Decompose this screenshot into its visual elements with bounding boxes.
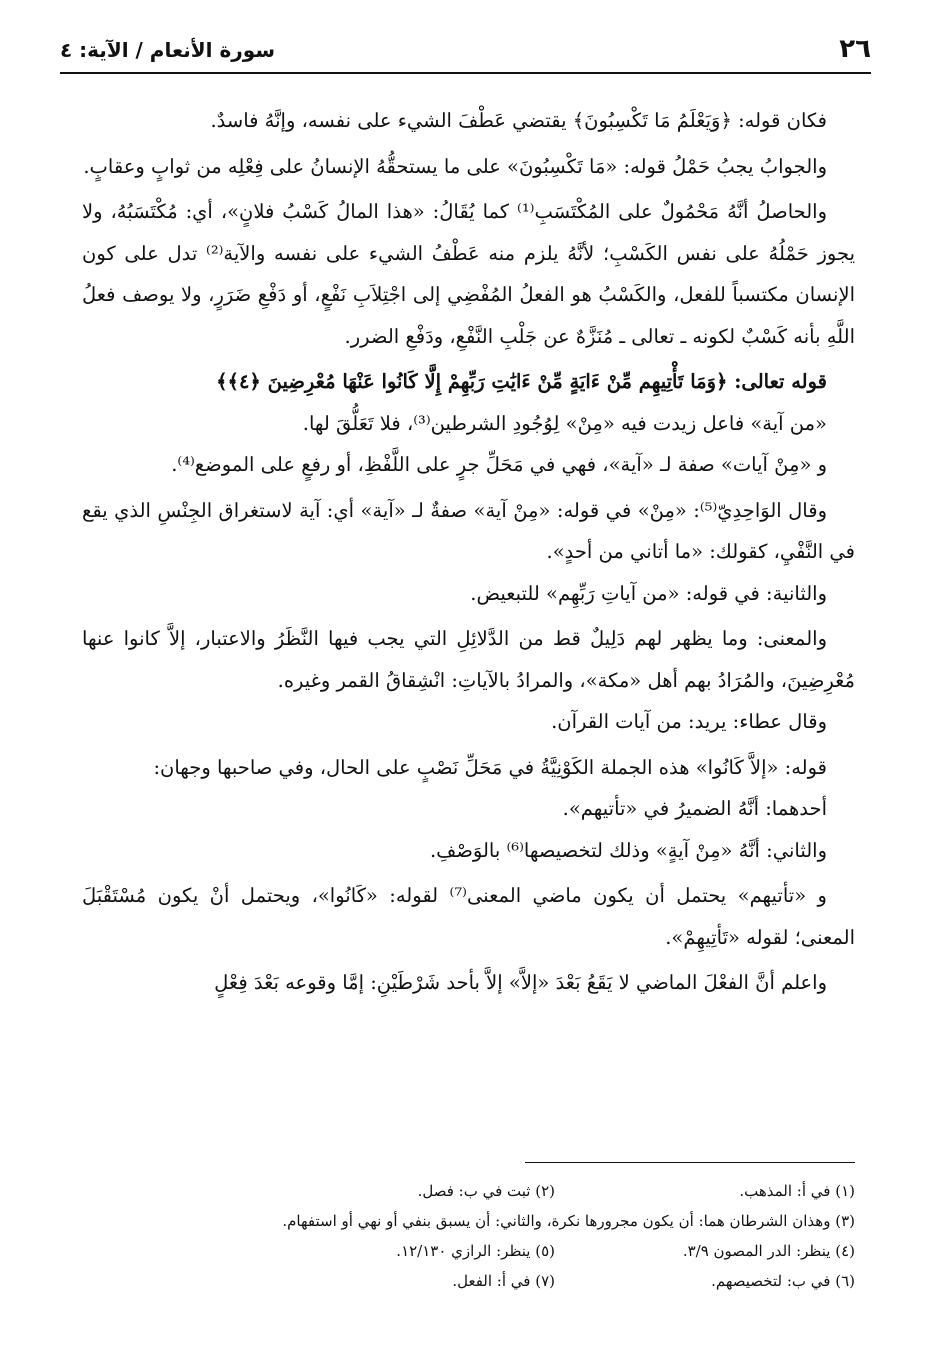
footnote-row (60, 1236, 855, 1266)
paragraph: قوله: «إلاَّ كَانُوا» هذه الجملة الكَوْنِيَّةُ في مَحَلِّ نَصْبٍ على الحال، وفي صاحبها وجهان: (153, 755, 827, 779)
paragraph: فكان قوله: ﴿وَيَعْلَمُ مَا تَكْسِبُونَ﴾ يقتضي عَطْفَ الشيء على نفسه، وإنَّهُ فاسدٌ. (210, 109, 827, 132)
footnote-2: (٢) ثبت في ب: فصل. (417, 1182, 555, 1200)
running-title: سورة الأنعام / الآية: ٤ (60, 38, 276, 62)
footnotes (60, 1176, 855, 1296)
page-header (60, 32, 871, 74)
paragraph: و «تأتيهم» يحتمل أن يكون ماضي المعنى⁽⁷⁾ لقوله: «كَانُوا»، ويحتمل أنْ يكون مُسْتَقْبَلَ المعنى؛ لقوله «تَأتِيهِمْ». (82, 884, 855, 949)
paragraph: والمعنى: وما يظهر لهم دَلِيلٌ قط من الدَّلائِلِ التي يجب فيها النَّظَرُ والاعتبار، إلاَّ كانوا عنها مُعْرِضِينَ، والمُرَادُ بهم أهل «مكة»، والمرادُ بالآياتِ: انْشِقاقُ القمر وغيره. (82, 627, 855, 692)
paragraph: أحدهما: أنَّهُ الضميرُ في «تأتيهم». (562, 797, 827, 820)
paragraph: وقال عطاء: يريد: من آيات القرآن. (551, 710, 827, 733)
quran-verse-heading: قوله تعالى: ﴿وَمَا تَأْتِيهِم مِّنْ ءَايَةٍ مِّنْ ءَايَٰتِ رَبِّهِمْ إِلَّا كَانُوا عَنْهَا مُعْرِضِينَ ﴿٤﴾﴾ (216, 370, 827, 393)
paragraph: والثاني: أنَّهُ «مِنْ آيةٍ» وذلك لتخصيصها⁽⁶⁾ بالوَصْفِ. (429, 838, 827, 862)
paragraph: والجوابُ يجبُ حَمْلُ قوله: «مَا تَكْسِبُونَ» على ما يستحقُّهُ الإنسانُ على فِعْلِه من ثوابٍ وعقابٍ. (83, 154, 827, 178)
footnote-5: (٥) ينظر: الرازي ١٢/١٣٠. (396, 1242, 555, 1260)
paragraph: والحاصلُ أنَّهُ مَحْمُولٌ على المُكْتَسَبِ⁽¹⁾ كما يُقَالُ: «هذا المالُ كَسْبُ فلانٍ»، أي: مُكْتَسَبُهُ، ولا يجوز حَمْلُهُ على نفس الكَسْبِ؛ لأنَّهُ يلزم منه عَطْفُ الشيء على نفسه والآية⁽²⁾ تدل على كون الإنسان مكتسباً للفعل، والكَسْبُ هو الفعلُ المُفْضِي إلى اجْتِلاَبِ نَفْعٍ، أو دَفْعِ ضَرَرٍ، ولا يوصف فعلُ اللَّهِ بأنه كَسْبٌ لكونه ـ تعالى ـ مُنَزَّهٌ عن جَلْبِ النَّفْعِ، ودَفْعِ الضرر. (82, 200, 855, 348)
footnote-6: (٦) في ب: لتخصيصهم. (711, 1272, 855, 1290)
page-number: ٢٦ (839, 34, 871, 64)
footnote-4: (٤) ينظر: الدر المصون ٣/٩. (682, 1242, 855, 1260)
paragraph: واعلم أنَّ الفعْلَ الماضي لا يَقَعُ بَعْدَ «إلاَّ» إلاَّ بأحد شَرْطَيْنِ: إمَّا وقوعه بَعْدَ فِعْلٍ (214, 971, 827, 994)
paragraph: والثانية: في قوله: «من آياتِ رَبِّهِم» للتبعيض. (470, 581, 827, 605)
paragraph: «من آية» فاعل زيدت فيه «مِنْ» لِوُجُودِ الشرطين⁽³⁾، فلا تَعَلُّقَ لها. (302, 411, 827, 435)
footnote-7: (٧) في أ: الفعل. (452, 1272, 555, 1290)
footnote-row (60, 1266, 855, 1296)
footnote-row (60, 1176, 855, 1206)
footnote-1: (١) في أ: المذهب. (739, 1182, 855, 1200)
paragraph: وقال الوَاحِدِيّ⁽⁵⁾: «مِنْ» في قوله: «مِنْ آية» صفةٌ لـ «آية» أي: آية لاستغراق الجِنْسِ الذي يقع في النَّفْيِ، كقولك: «ما أتاني من أحدٍ». (82, 498, 855, 563)
footnote-3: (٣) وهذان الشرطان هما: أن يكون مجرورها نكرة، والثاني: أن يسبق بنفي أو نهي أو استفهام. (282, 1212, 855, 1230)
footnote-divider (525, 1162, 855, 1163)
paragraph: و «مِنْ آيات» صفة لـ «آية»، فهي في مَحَلِّ جرٍ على اللَّفْظِ، أو رفعٍ على الموضع⁽⁴⁾. (171, 453, 827, 476)
main-text (82, 100, 855, 1152)
